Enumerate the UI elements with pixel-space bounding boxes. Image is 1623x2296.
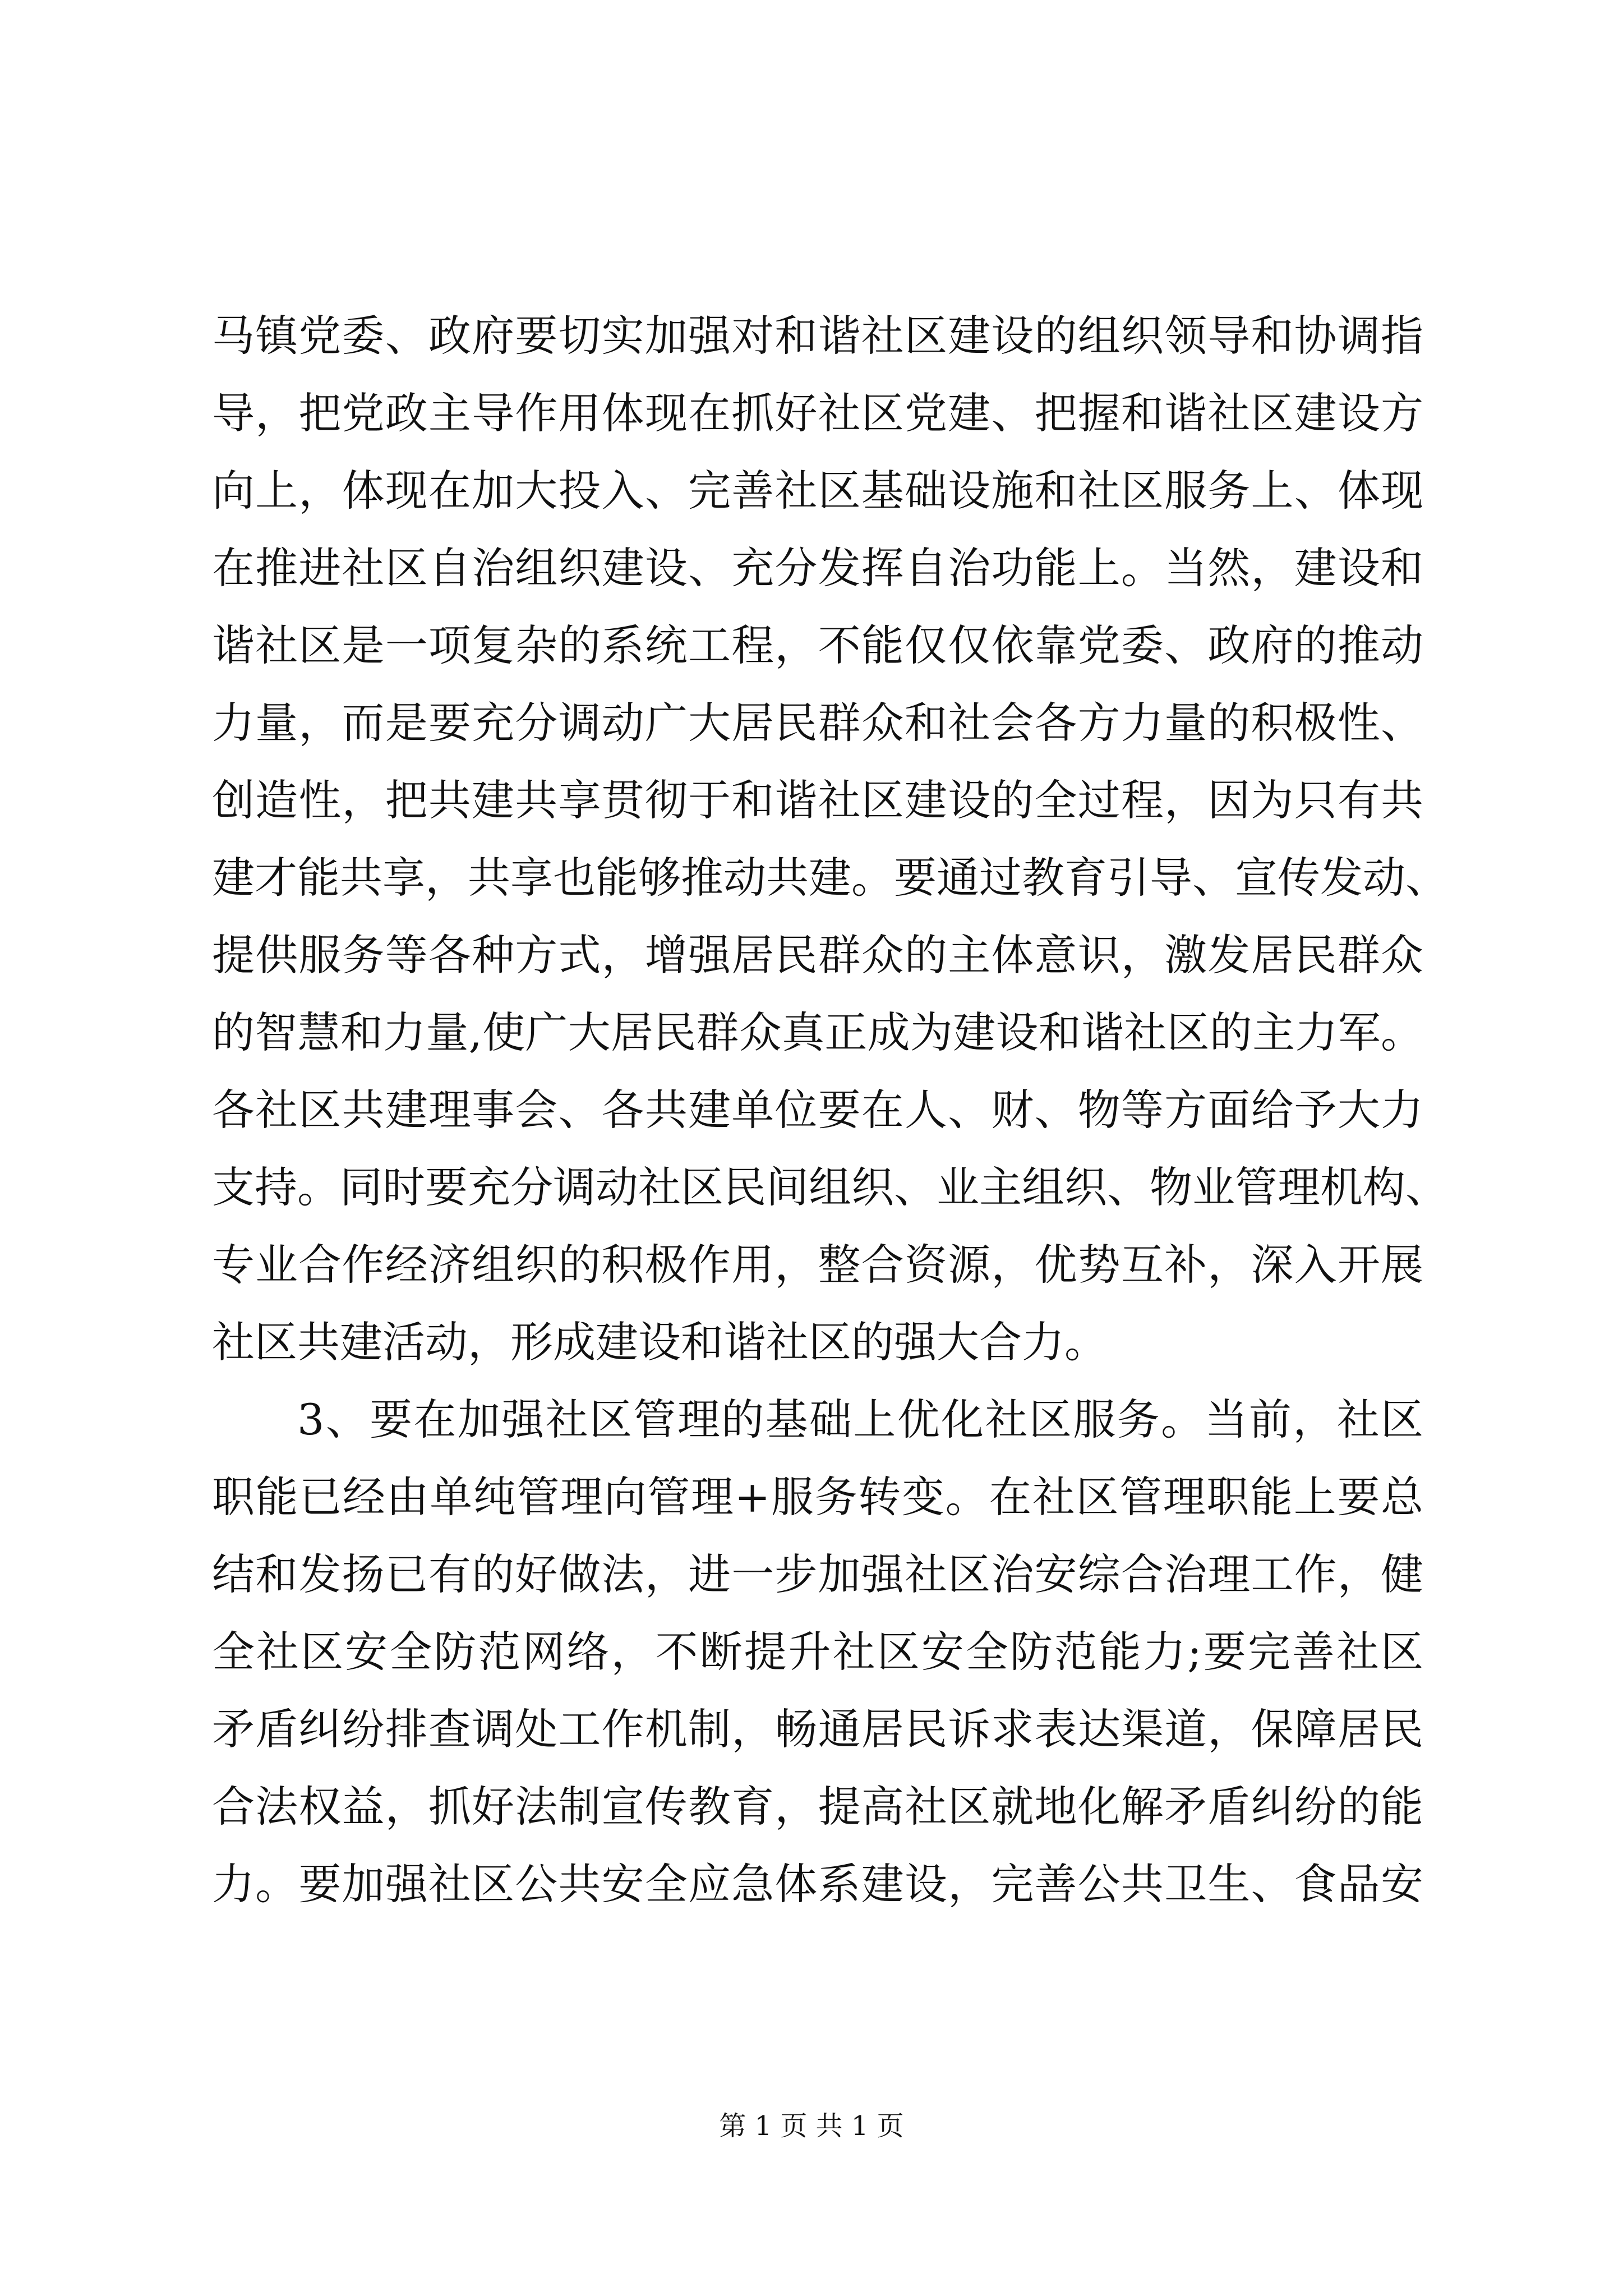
text-line: 合法权益，抓好法制宣传教育，提高社区就地化解矛盾纠纷的能 xyxy=(212,1782,1423,1832)
text-line: 各社区共建理事会、各共建单位要在人、财、物等方面给予大力 xyxy=(212,1085,1423,1135)
text-line: 在推进社区自治组织建设、充分发挥自治功能上。当然，建设和 xyxy=(212,543,1423,593)
text-line: 马镇党委、政府要切实加强对和谐社区建设的组织领导和协调指 xyxy=(212,311,1423,361)
text-line: 结和发扬已有的好做法，进一步加强社区治安综合治理工作，健 xyxy=(212,1549,1423,1599)
text-line: 力量，而是要充分调动广大居民群众和社会各方力量的积极性、 xyxy=(212,698,1423,748)
text-line: 专业合作经济组织的积极作用，整合资源，优势互补，深入开展 xyxy=(212,1240,1423,1290)
text-line: 建才能共享，共享也能够推动共建。要通过教育引导、宣传发动、 xyxy=(212,853,1448,903)
text-line: 创造性，把共建共享贯彻于和谐社区建设的全过程，因为只有共 xyxy=(212,775,1423,825)
text-line: 矛盾纠纷排查调处工作机制，畅通居民诉求表达渠道，保障居民 xyxy=(212,1704,1423,1754)
text-line: 向上，体现在加大投入、完善社区基础设施和社区服务上、体现 xyxy=(212,466,1423,516)
text-line: 支持。同时要充分调动社区民间组织、业主组织、物业管理机构、 xyxy=(212,1162,1448,1212)
text-line: 提供服务等各种方式，增强居民群众的主体意识，激发居民群众 xyxy=(212,930,1423,980)
text-line: 谐社区是一项复杂的系统工程，不能仅仅依靠党委、政府的推动 xyxy=(212,620,1423,670)
page-footer: 第 1 页 共 1 页 xyxy=(719,2110,904,2142)
text-line: 全社区安全防范网络，不断提升社区安全防范能力;要完善社区 xyxy=(212,1627,1423,1677)
text-line: 职能已经由单纯管理向管理+服务转变。在社区管理职能上要总 xyxy=(212,1472,1423,1522)
paragraph-start-line: 3、要在加强社区管理的基础上优化社区服务。当前，社区 xyxy=(297,1395,1423,1444)
body-text xyxy=(212,297,1448,1923)
text-line: 力。要加强社区公共安全应急体系建设，完善公共卫生、食品安 xyxy=(212,1859,1423,1909)
text-line: 的智慧和力量,使广大居民群众真正成为建设和谐社区的主力军。 xyxy=(212,1007,1423,1057)
text-line: 导，把党政主导作用体现在抓好社区党建、把握和谐社区建设方 xyxy=(212,388,1423,438)
text-line: 社区共建活动，形成建设和谐社区的强大合力。 xyxy=(212,1317,1107,1367)
